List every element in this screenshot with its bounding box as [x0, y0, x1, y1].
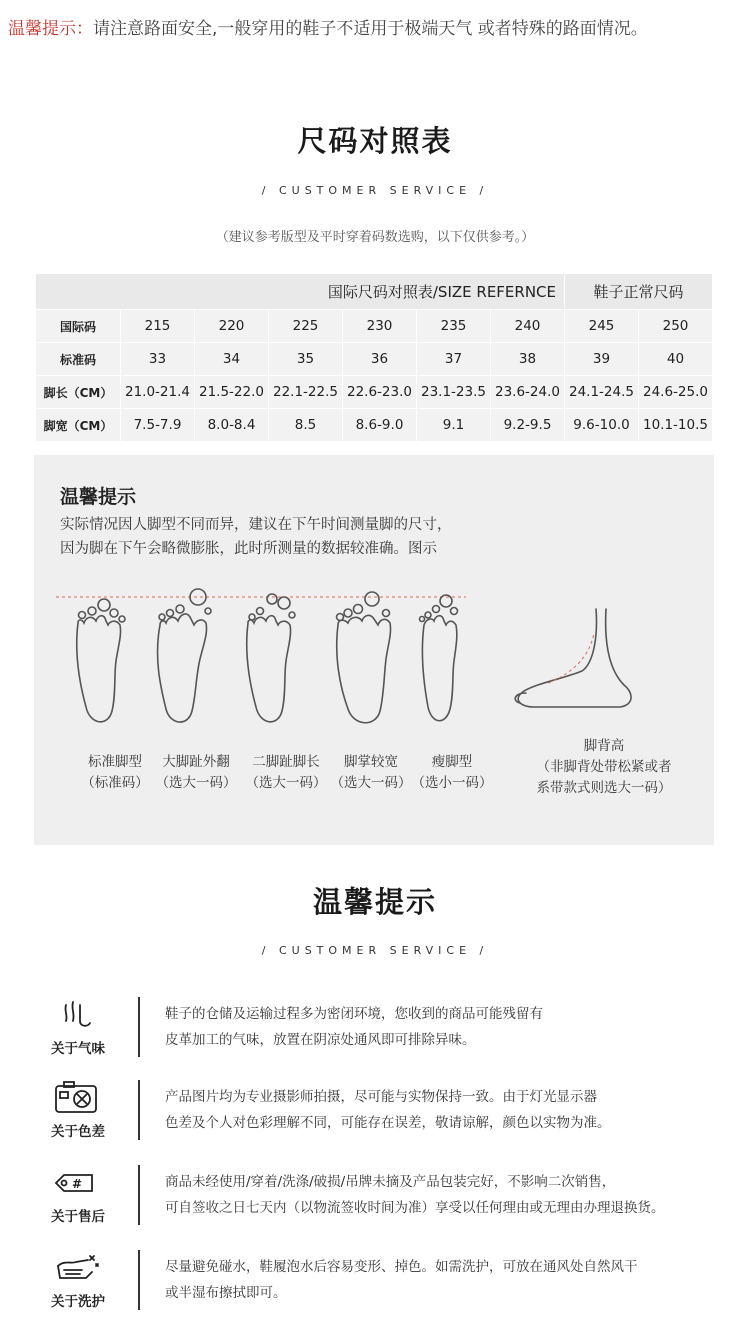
size-row-label: 国际码 — [36, 310, 121, 343]
notice-item-color — [0, 1080, 750, 1160]
size-cell: 235 — [417, 310, 491, 343]
notice-divider — [138, 1250, 140, 1310]
size-cell: 39 — [565, 343, 639, 376]
size-table-header-row — [36, 274, 713, 310]
notice-divider — [138, 997, 140, 1057]
size-cell: 8.5 — [269, 409, 343, 442]
size-cell: 240 — [491, 310, 565, 343]
size-cell: 9.6-10.0 — [565, 409, 639, 442]
bunion-foot-icon — [158, 589, 211, 722]
size-cell: 230 — [343, 310, 417, 343]
notice-text: 鞋子的仓储及运输过程多为密闭环境，您收到的商品可能残留有 皮革加工的气味，放置在阴凉处通风即可排除异味。 — [165, 1006, 543, 1048]
size-cell: 7.5-7.9 — [121, 409, 195, 442]
size-cell: 35 — [269, 343, 343, 376]
size-row-label: 脚宽（CM） — [36, 409, 121, 442]
size-row-label: 标准码 — [36, 343, 121, 376]
size-cell: 23.1-23.5 — [417, 376, 491, 409]
size-cell: 34 — [195, 343, 269, 376]
fit-tip-text — [60, 513, 452, 561]
notice-name: 关于售后 — [51, 1209, 105, 1225]
top-warning — [8, 14, 648, 39]
size-cell: 9.2-9.5 — [491, 409, 565, 442]
notice-item-after-sales — [0, 1165, 750, 1245]
notice-divider — [138, 1080, 140, 1140]
size-row-label: 脚长（CM） — [36, 376, 121, 409]
notice-text: 产品图片均为专业摄影师拍摄，尽可能与实物保持一致。由于灯光显示器 色差及个人对色彩理解不同，可能存在误差，敬请谅解，颜色以实物为准。 — [165, 1089, 611, 1131]
size-cell: 9.1 — [417, 409, 491, 442]
instep-label: 脚背高 （非脚背处带松紧或者 系带款式则选大一码） — [536, 738, 672, 796]
size-cell: 21.0-21.4 — [121, 376, 195, 409]
top-warning-text: 请注意路面安全,一般穿用的鞋子不适用于极端天气 或者特殊的路面情况。 — [93, 19, 648, 39]
notice-name: 关于洗护 — [51, 1294, 105, 1310]
size-cell: 24.6-25.0 — [639, 376, 713, 409]
size-cell: 225 — [269, 310, 343, 343]
size-cell: 37 — [417, 343, 491, 376]
notice-divider — [138, 1165, 140, 1225]
size-cell: 8.0-8.4 — [195, 409, 269, 442]
size-cell: 215 — [121, 310, 195, 343]
foot-type-label: 瘦脚型 （选小一码） — [411, 754, 493, 791]
size-cell: 22.1-22.5 — [269, 376, 343, 409]
slim-foot-icon — [420, 595, 458, 721]
size-table-header-main: 国际尺码对照表/SIZE REFERNCE — [36, 274, 565, 310]
notice-title: 温馨提示 — [312, 885, 437, 919]
size-cell: 40 — [639, 343, 713, 376]
notice-item-care — [0, 1250, 750, 1328]
notice-name: 关于气味 — [51, 1041, 105, 1057]
size-table-header-side: 鞋子正常尺码 — [565, 274, 713, 310]
size-table-row — [36, 310, 713, 343]
size-cell: 21.5-22.0 — [195, 376, 269, 409]
wash-icon — [42, 1250, 114, 1284]
size-chart-title: 尺码对照表 — [297, 124, 453, 158]
fit-tip-title: 温馨提示 — [60, 486, 137, 508]
size-table-row — [36, 343, 713, 376]
size-cell: 22.6-23.0 — [343, 376, 417, 409]
size-cell: 36 — [343, 343, 417, 376]
size-cell: 250 — [639, 310, 713, 343]
wide-foot-icon — [337, 592, 391, 723]
fit-tip-line: 因为脚在下午会略微膨胀，此时所测量的数据较准确。图示 — [60, 541, 437, 557]
foot-type-label: 二脚趾脚长 （选大一码） — [245, 754, 327, 791]
size-cell: 220 — [195, 310, 269, 343]
instep-foot-icon — [515, 609, 631, 707]
size-cell: 245 — [565, 310, 639, 343]
size-table-row — [36, 376, 713, 409]
camera-icon — [42, 1080, 114, 1114]
foot-type-label: 大脚趾外翻 （选大一码） — [155, 754, 237, 791]
top-warning-label: 温馨提示： — [8, 19, 93, 39]
size-cell: 10.1-10.5 — [639, 409, 713, 442]
size-cell: 8.6-9.0 — [343, 409, 417, 442]
notice-text: 尽量避免碰水，鞋履泡水后容易变形、掉色。如需洗护，可放在通风处自然风干 或半湿布擦拭即可。 — [165, 1259, 638, 1301]
size-note: （建议参考版型及平时穿着码数选购，以下仅供参考。） — [215, 230, 535, 245]
size-cell: 23.6-24.0 — [491, 376, 565, 409]
size-cell: 33 — [121, 343, 195, 376]
fit-tip-panel — [34, 455, 714, 845]
size-cell: 38 — [491, 343, 565, 376]
notice-item-smell — [0, 997, 750, 1077]
notice-customer-service-caption: / CUSTOMER SERVICE / — [261, 944, 489, 957]
svg-text:#: # — [72, 1177, 83, 1191]
notice-text: 商品未经使用/穿着/洗涤/破损/吊牌未摘及产品包装完好，不影响二次销售， 可自签收之日七天内（以物流签收时间为准）享受以任何理由或无理由办理退换货。 — [165, 1174, 665, 1216]
size-cell: 24.1-24.5 — [565, 376, 639, 409]
size-customer-service-caption: / CUSTOMER SERVICE / — [261, 184, 489, 197]
foot-shapes-illustration — [34, 575, 714, 755]
foot-type-label: 标准脚型 （标准码） — [81, 754, 149, 791]
smell-icon — [42, 997, 114, 1031]
tag-icon — [42, 1165, 114, 1199]
standard-foot-icon — [77, 599, 125, 722]
fit-tip-line: 实际情况因人脚型不同而异，建议在下午时间测量脚的尺寸， — [60, 517, 452, 533]
size-table — [35, 273, 713, 442]
notice-name: 关于色差 — [51, 1124, 105, 1140]
size-table-row — [36, 409, 713, 442]
long-second-toe-foot-icon — [247, 594, 295, 722]
foot-type-label: 脚掌较宽 （选大一码） — [330, 754, 412, 791]
